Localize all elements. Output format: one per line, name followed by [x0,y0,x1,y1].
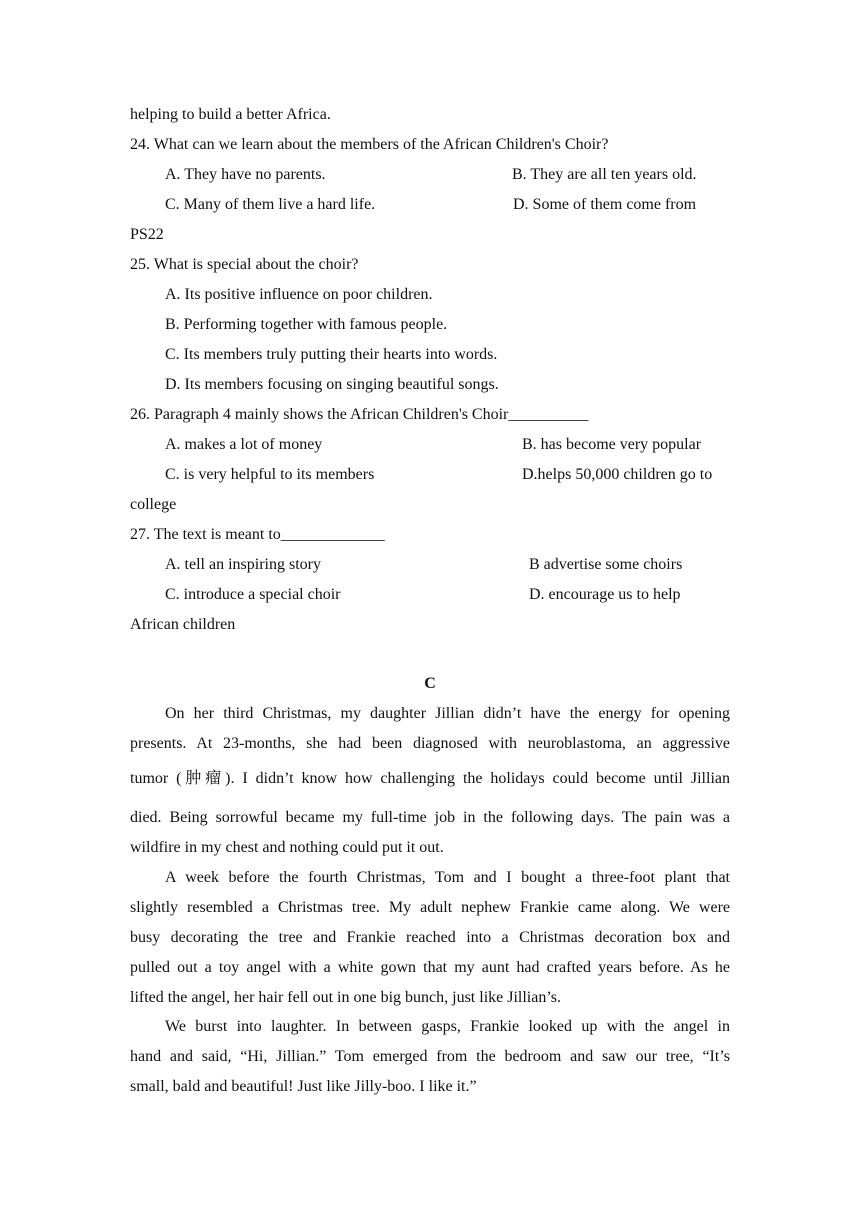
question-27-option-d: D. encourage us to help [529,586,681,603]
passage-tail: helping to build a better Africa. [130,106,331,123]
question-24-stem: 24. What can we learn about the members of the African Children's Choir? [130,136,609,153]
paragraph-line: tumor (肿瘤). I didn’t know how challenging the holidays could become until Jillian [130,770,730,787]
question-27-stem: 27. The text is meant to_____________ [130,526,385,543]
section-heading: C [424,675,436,692]
paragraph-line: We burst into laughter. In between gasps, Frankie looked up with the angel in [165,1018,730,1035]
paragraph-line: wildfire in my chest and nothing could put it out. [130,839,444,856]
question-27-option-d-continued: African children [130,616,236,633]
question-24-option-b: B. They are all ten years old. [512,166,697,183]
question-25-option-a: A. Its positive influence on poor children. [165,286,433,303]
paragraph-line: died. Being sorrowful became my full-time job in the following days. The pain was a [130,809,730,826]
question-26-option-a: A. makes a lot of money [165,436,323,453]
question-27-option-b: B advertise some choirs [529,556,683,573]
paragraph-line: On her third Christmas, my daughter Jillian didn’t have the energy for opening [165,705,730,722]
question-25-option-b: B. Performing together with famous people. [165,316,448,333]
question-24-option-c: C. Many of them live a hard life. [165,196,376,213]
question-26-option-c: C. is very helpful to its members [165,466,375,483]
question-27-option-a: A. tell an inspiring story [165,556,321,573]
question-25-option-d: D. Its members focusing on singing beautiful songs. [165,376,499,393]
question-25-option-c: C. Its members truly putting their hearts into words. [165,346,498,363]
paragraph-line: lifted the angel, her hair fell out in one big bunch, just like Jillian’s. [130,989,562,1006]
paragraph-line: hand and said, “Hi, Jillian.” Tom emerged from the bedroom and saw our tree, “It’s [130,1048,730,1065]
question-26-option-d: D.helps 50,000 children go to [522,466,713,483]
question-27-option-c: C. introduce a special choir [165,586,341,603]
question-26-option-b: B. has become very popular [522,436,702,453]
paragraph-line: busy decorating the tree and Frankie reached into a Christmas decoration box and [130,929,730,946]
question-24-option-a: A. They have no parents. [165,166,326,183]
question-26-option-d-continued: college [130,496,177,513]
paragraph-line: small, bald and beautiful! Just like Jilly-boo. I like it.” [130,1078,477,1095]
question-26-stem: 26. Paragraph 4 mainly shows the African Children's Choir__________ [130,406,589,423]
question-25-stem: 25. What is special about the choir? [130,256,359,273]
paragraph-line: presents. At 23-months, she had been diagnosed with neuroblastoma, an aggressive [130,735,730,752]
question-24-option-d-continued: PS22 [130,226,164,243]
paragraph-line: A week before the fourth Christmas, Tom and I bought a three-foot plant that [165,869,730,886]
paragraph-line: pulled out a toy angel with a white gown that my aunt had crafted years before. As he [130,959,730,976]
question-24-option-d: D. Some of them come from [513,196,697,213]
paragraph-line: slightly resembled a Christmas tree. My adult nephew Frankie came along. We were [130,899,730,916]
